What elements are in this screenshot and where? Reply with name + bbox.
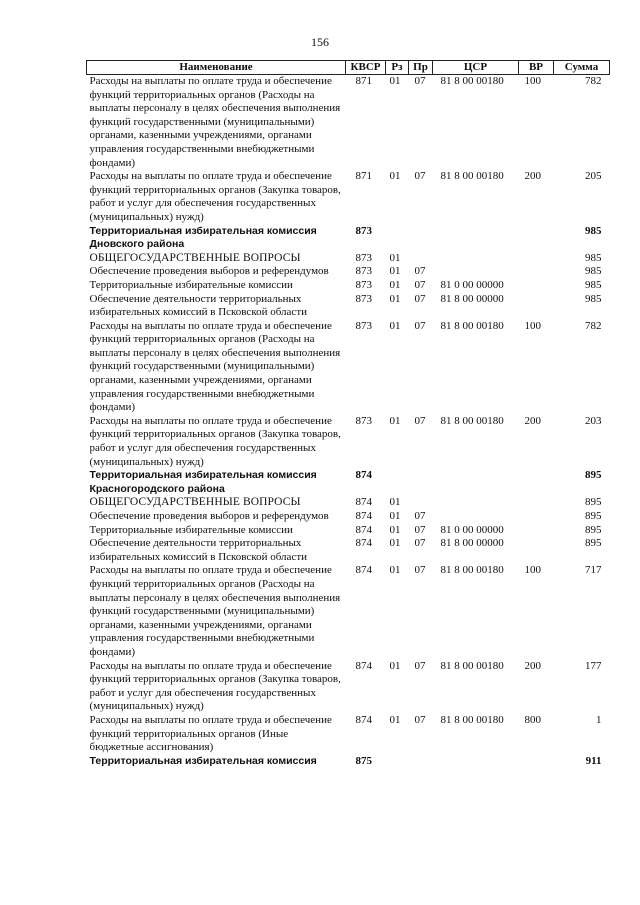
header-pr: Пр [409, 61, 433, 75]
row-pr [409, 755, 433, 769]
row-name: Расходы на выплаты по оплате труда и обеспечение функций территориальных органов (Иные бюджетные ассигнования) [89, 713, 332, 754]
table-row [87, 252, 610, 266]
row-vr [519, 755, 554, 769]
table-row [87, 293, 610, 320]
row-sum: 985 [585, 278, 602, 291]
row-vr [519, 496, 554, 510]
row-pr: 07 [414, 265, 426, 278]
row-pr [409, 469, 433, 496]
row-rz: 01 [389, 510, 401, 522]
row-name: Расходы на выплаты по оплате труда и обеспечение функций территориальных органов (Расходы на выплаты персоналу в целях обеспечения выполнения функций государственными (муниципальными) органами, казенными учреждениями, органами управления государственными внебюджетными фондами) [89, 75, 341, 169]
row-vr: 100 [524, 564, 541, 577]
row-name: Расходы на выплаты по оплате труда и обеспечение функций территориальных органов (Расходы на выплаты персоналу в целях обеспечения выполнения функций государственными (муниципальными) органами, казенными учреждениями, органами управления государственными внебюджетными фондами) [89, 319, 341, 414]
table-row [87, 510, 610, 524]
row-csr: 81 8 00 00180 [440, 564, 504, 577]
row-csr [433, 510, 519, 524]
row-vr [519, 524, 554, 538]
row-csr [433, 265, 519, 279]
row-pr: 07 [414, 414, 426, 427]
row-pr: 07 [414, 564, 426, 577]
table-row [87, 496, 610, 510]
table-row [87, 524, 610, 538]
row-rz: 01 [389, 265, 401, 278]
row-vr: 200 [524, 414, 541, 427]
table-row [87, 320, 610, 415]
row-name: Расходы на выплаты по оплате труда и обеспечение функций территориальных органов (Расходы на выплаты персоналу в целях обеспечения выполнения функций государственными (муниципальными) органами, казенными учреждениями, органами управления государственными внебюджетными фондами) [89, 564, 341, 658]
row-vr [519, 510, 554, 524]
row-sum: 985 [585, 251, 602, 264]
table-row [87, 755, 610, 769]
row-rz: 01 [389, 319, 401, 332]
row-vr: 200 [524, 170, 541, 183]
row-csr: 81 8 00 00180 [440, 319, 504, 332]
row-csr: 81 8 00 00180 [440, 414, 504, 427]
row-kvsr: 873 [355, 414, 372, 427]
row-kvsr: 874 [355, 713, 372, 726]
row-name: Обеспечение проведения выборов и референдумов [89, 510, 329, 522]
row-kvsr: 873 [355, 292, 372, 305]
row-csr [433, 496, 519, 510]
row-vr [519, 225, 554, 252]
row-sum: 895 [585, 469, 602, 482]
row-rz: 01 [389, 659, 401, 672]
row-kvsr: 875 [355, 754, 372, 767]
row-vr [519, 469, 554, 496]
row-name: Расходы на выплаты по оплате труда и обеспечение функций территориальных органов (Закупка товаров, работ и услуг для обеспечения государственных (муниципальных) нужд) [89, 659, 341, 713]
header-csr: ЦСР [433, 61, 519, 75]
table-body [87, 75, 610, 769]
row-rz: 01 [389, 523, 401, 536]
row-vr [519, 252, 554, 266]
row-csr [433, 252, 519, 266]
row-rz [386, 755, 409, 769]
row-kvsr: 871 [355, 170, 372, 183]
row-sum: 1 [596, 713, 602, 726]
header-vr: ВР [519, 61, 554, 75]
row-csr: 81 8 00 00000 [440, 537, 504, 550]
row-pr [409, 496, 433, 510]
row-kvsr: 874 [355, 523, 372, 536]
row-rz: 01 [389, 75, 401, 87]
row-sum: 895 [585, 510, 602, 522]
row-sum: 985 [585, 292, 602, 305]
row-sum: 911 [585, 754, 602, 767]
row-kvsr: 874 [355, 659, 372, 672]
row-name: Обеспечение проведения выборов и референдумов [89, 265, 329, 278]
row-name: Территориальная избирательная комиссия [89, 754, 317, 767]
table-row [87, 537, 610, 564]
row-vr [519, 265, 554, 279]
row-name: Территориальная избирательная комиссия Дновского района [89, 224, 317, 251]
row-csr: 81 0 00 00000 [440, 523, 504, 536]
header-rz: Рз [386, 61, 409, 75]
row-sum: 895 [585, 537, 602, 550]
row-pr: 07 [414, 510, 426, 522]
row-pr: 07 [414, 292, 426, 305]
row-csr: 81 8 00 00180 [440, 659, 504, 672]
row-sum: 177 [585, 659, 602, 672]
row-pr: 07 [414, 75, 426, 87]
row-kvsr: 871 [355, 75, 372, 87]
header-name: Наименование [87, 61, 346, 75]
row-name: Территориальные избирательные комиссии [89, 278, 293, 291]
table-row [87, 75, 610, 171]
row-sum: 203 [585, 414, 602, 427]
row-pr: 07 [414, 170, 426, 183]
row-kvsr: 873 [355, 251, 372, 264]
row-rz [386, 469, 409, 496]
row-kvsr: 873 [355, 265, 372, 278]
row-pr [409, 225, 433, 252]
row-rz: 01 [389, 496, 401, 509]
row-sum: 985 [585, 265, 602, 278]
row-vr [519, 279, 554, 293]
row-name: Территориальные избирательные комиссии [89, 523, 293, 536]
row-csr: 81 8 00 00180 [440, 75, 504, 87]
row-kvsr: 874 [355, 496, 372, 509]
row-vr: 800 [524, 713, 541, 726]
row-sum: 205 [585, 170, 602, 183]
row-sum: 985 [585, 224, 602, 237]
header-kvsr: КВСР [346, 61, 386, 75]
table-row [87, 265, 610, 279]
row-rz: 01 [389, 537, 401, 550]
row-name: Расходы на выплаты по оплате труда и обеспечение функций территориальных органов (Закупка товаров, работ и услуг для обеспечения государственных (муниципальных) нужд) [89, 170, 341, 223]
row-vr [519, 537, 554, 564]
row-rz: 01 [389, 713, 401, 726]
page-number: 156 [311, 35, 329, 49]
table-row [87, 660, 610, 714]
table-row [87, 469, 610, 496]
row-csr: 81 8 00 00180 [440, 170, 504, 183]
row-pr: 07 [414, 537, 426, 550]
row-vr: 100 [524, 75, 541, 87]
row-pr: 07 [414, 659, 426, 672]
table-row [87, 170, 610, 224]
table-header-row [87, 61, 610, 75]
row-name: Обеспечение деятельности территориальных избирательных комиссий в Псковской области [89, 292, 308, 319]
row-sum: 782 [585, 75, 602, 87]
row-pr: 07 [414, 319, 426, 332]
row-rz: 01 [389, 251, 401, 264]
row-csr: 81 0 00 00000 [440, 278, 504, 291]
row-pr: 07 [414, 713, 426, 726]
row-name: Территориальная избирательная комиссия Красногородского района [89, 469, 317, 495]
row-pr: 07 [414, 523, 426, 536]
row-sum: 717 [585, 564, 602, 577]
row-name: ОБЩЕГОСУДАРСТВЕННЫЕ ВОПРОСЫ [89, 496, 301, 509]
table-row [87, 279, 610, 293]
row-kvsr: 874 [355, 564, 372, 577]
row-vr: 100 [524, 319, 541, 332]
row-sum: 895 [585, 496, 602, 509]
row-vr [519, 293, 554, 320]
row-rz: 01 [389, 292, 401, 305]
row-pr [409, 252, 433, 266]
row-csr [433, 469, 519, 496]
row-kvsr: 874 [355, 537, 372, 550]
row-pr: 07 [414, 278, 426, 291]
row-name: ОБЩЕГОСУДАРСТВЕННЫЕ ВОПРОСЫ [89, 251, 301, 264]
row-kvsr: 873 [355, 319, 372, 332]
row-rz: 01 [389, 414, 401, 427]
row-sum: 895 [585, 523, 602, 536]
row-rz: 01 [389, 278, 401, 291]
row-csr: 81 8 00 00180 [440, 713, 504, 726]
row-csr [433, 225, 519, 252]
row-rz: 01 [389, 564, 401, 577]
row-kvsr: 874 [355, 510, 372, 522]
table-row [87, 714, 610, 755]
row-name: Расходы на выплаты по оплате труда и обеспечение функций территориальных органов (Закупка товаров, работ и услуг для обеспечения государственных (муниципальных) нужд) [89, 414, 341, 468]
row-name: Обеспечение деятельности территориальных избирательных комиссий в Псковской области [89, 537, 308, 563]
row-csr [433, 755, 519, 769]
row-kvsr: 874 [355, 469, 372, 482]
header-sum: Сумма [554, 61, 610, 75]
table-row [87, 415, 610, 469]
row-vr: 200 [524, 659, 541, 672]
table-row [87, 564, 610, 659]
row-csr: 81 8 00 00000 [440, 292, 504, 305]
row-kvsr: 873 [355, 224, 372, 237]
row-rz: 01 [389, 170, 401, 183]
row-kvsr: 873 [355, 278, 372, 291]
row-rz [386, 225, 409, 252]
budget-table [86, 60, 610, 768]
row-sum: 782 [585, 319, 602, 332]
table-row [87, 225, 610, 252]
